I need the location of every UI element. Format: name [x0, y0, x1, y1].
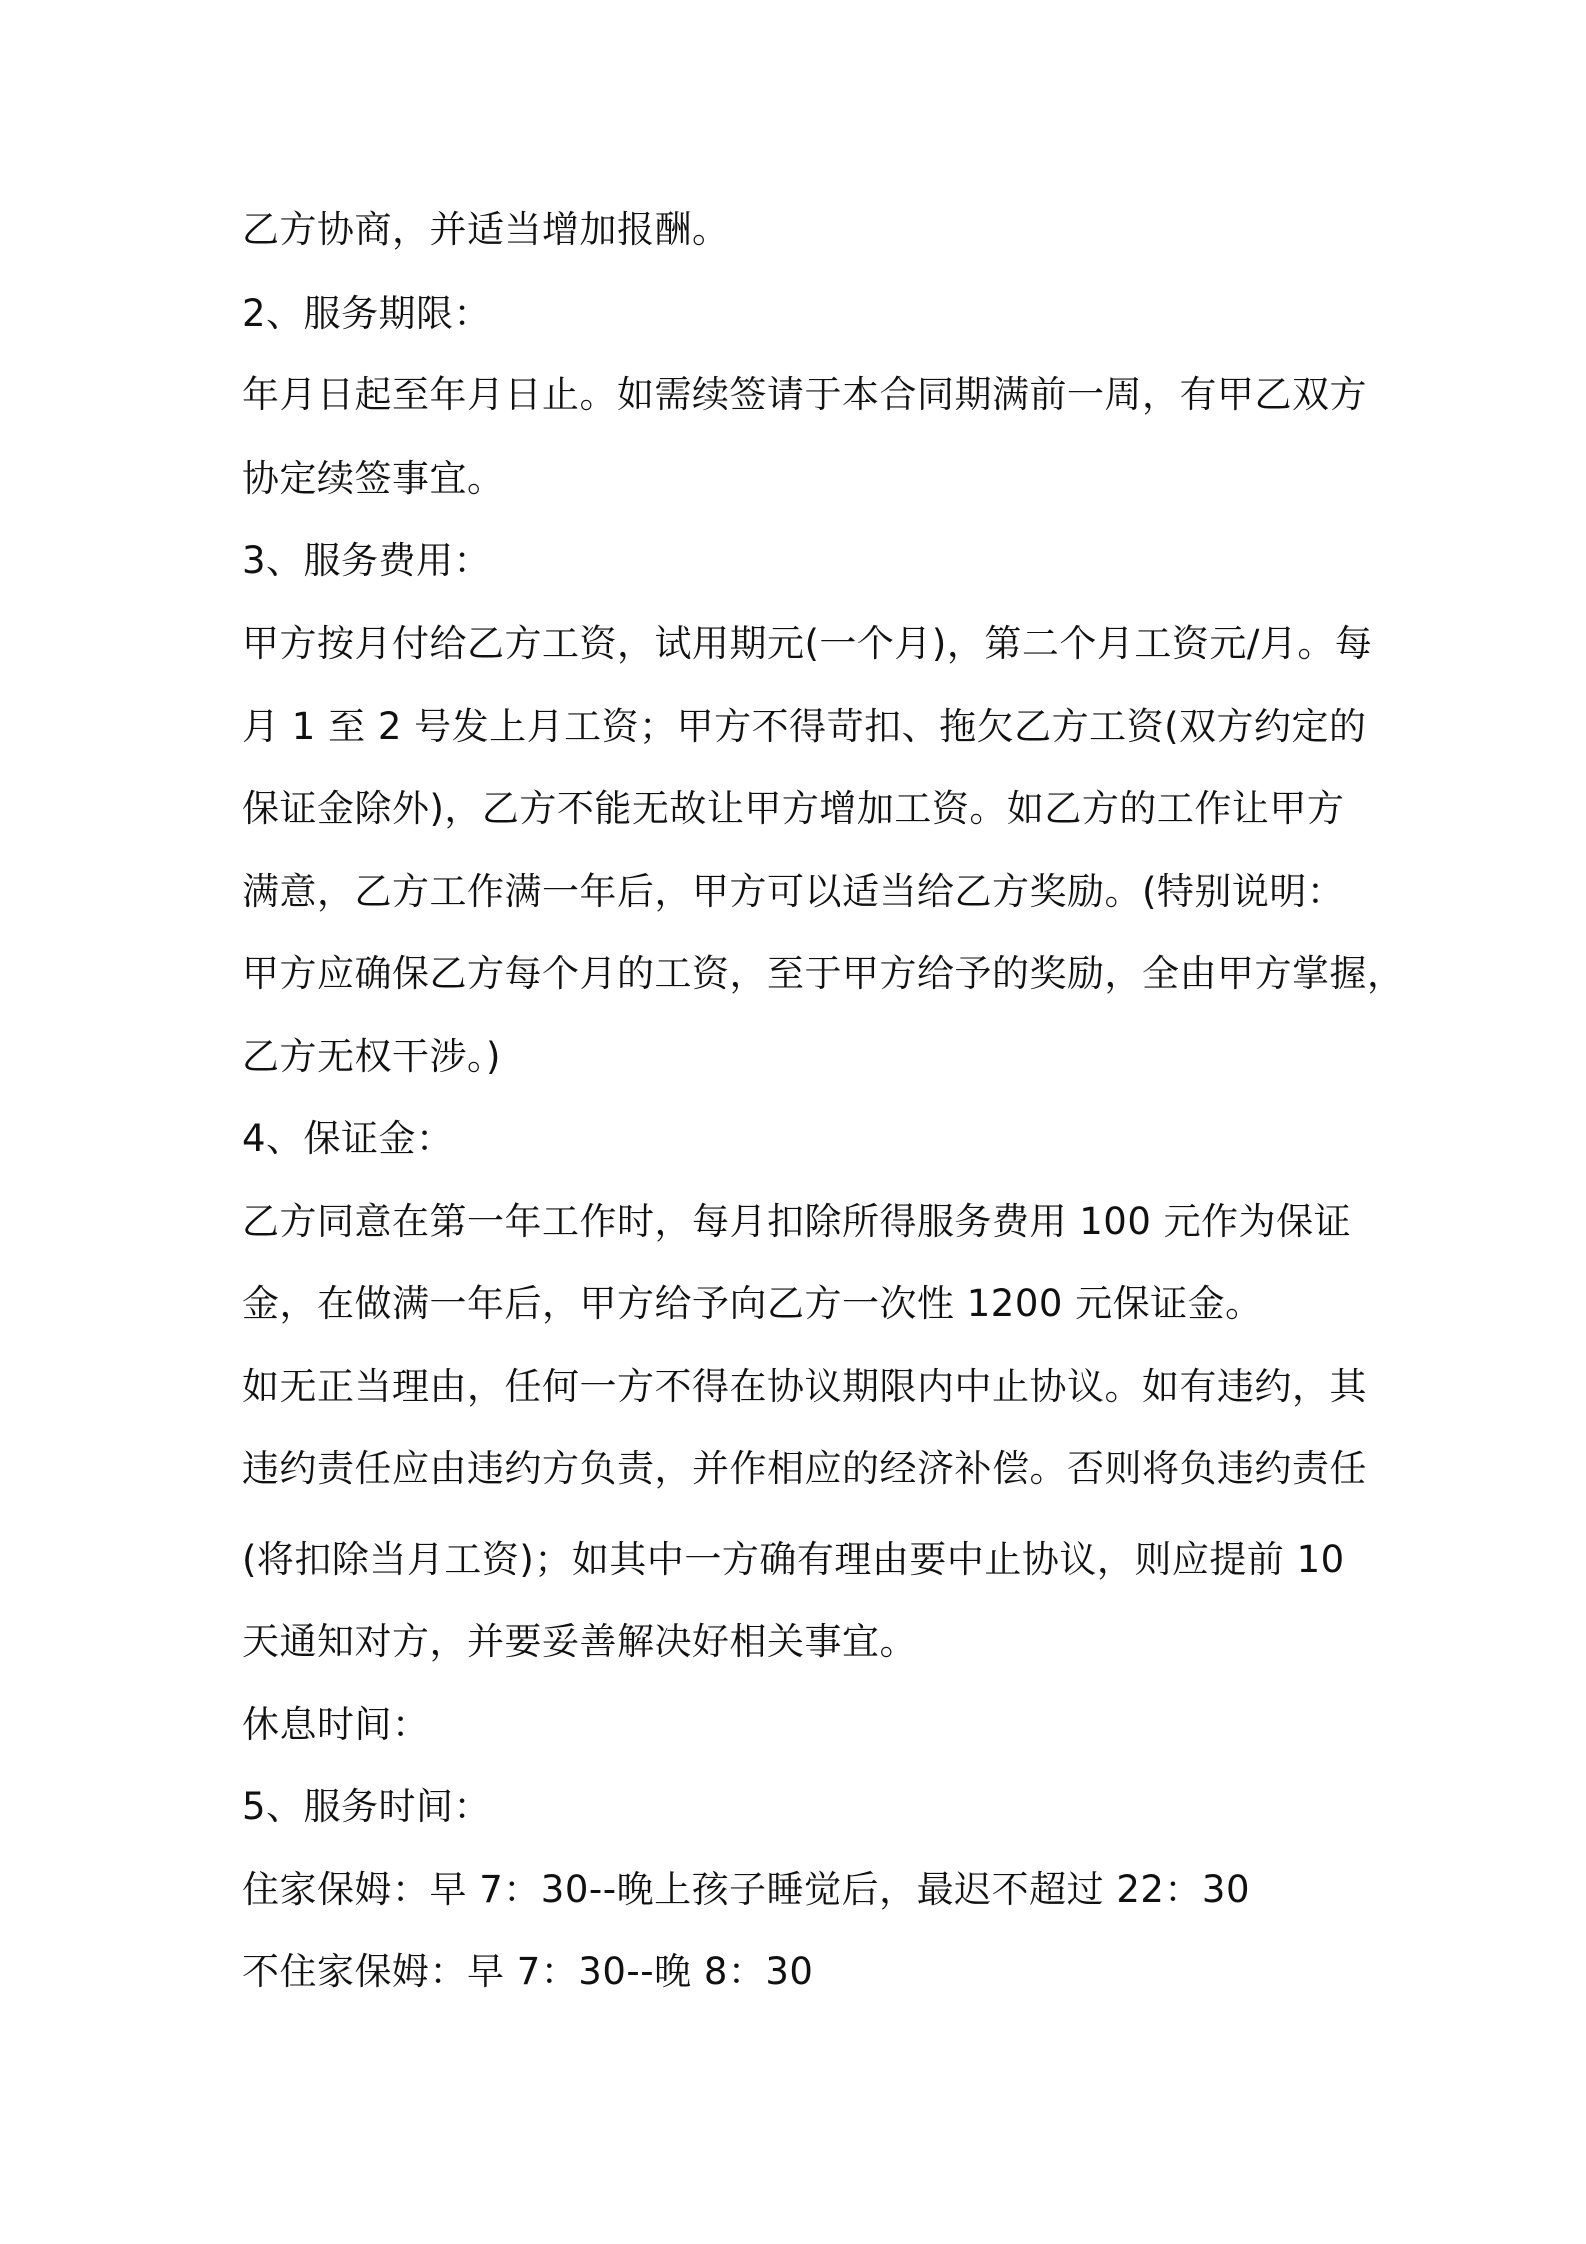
paragraph-line: 金，在做满一年后，甲方给予向乙方一次性 1200 元保证金。 — [242, 1282, 1263, 1325]
paragraph-line: (将扣除当月工资)；如其中一方确有理由要中止协议，则应提前 10 — [242, 1538, 1345, 1581]
paragraph-line: 协定续签事宜。 — [242, 457, 505, 500]
paragraph-line: 年月日起至年月日止。如需续签请于本合同期满前一周，有甲乙双方 — [242, 373, 1367, 416]
paragraph-line: 乙方协商，并适当增加报酬。 — [242, 208, 730, 251]
section-heading-service-time: 5、服务时间： — [242, 1785, 492, 1828]
paragraph-line: 住家保姆：早 7：30--晚上孩子睡觉后，最迟不超过 22：30 — [242, 1868, 1251, 1911]
paragraph-line: 如无正当理由，任何一方不得在协议期限内中止协议。如有违约，其 — [242, 1365, 1367, 1408]
paragraph-line: 乙方同意在第一年工作时，每月扣除所得服务费用 100 元作为保证 — [242, 1200, 1352, 1243]
section-heading-service-fee: 3、服务费用： — [242, 539, 492, 582]
paragraph-line: 满意，乙方工作满一年后，甲方可以适当给乙方奖励。(特别说明： — [242, 870, 1345, 913]
paragraph-line: 甲方应确保乙方每个月的工资，至于甲方给予的奖励，全由甲方掌握， — [242, 952, 1405, 995]
paragraph-line: 保证金除外)，乙方不能无故让甲方增加工资。如乙方的工作让甲方 — [242, 787, 1345, 830]
section-heading-deposit: 4、保证金： — [242, 1117, 454, 1160]
paragraph-line: 不住家保姆：早 7：30--晚 8：30 — [242, 1950, 814, 1993]
paragraph-line: 违约责任应由违约方负责，并作相应的经济补偿。否则将负违约责任 — [242, 1447, 1367, 1490]
paragraph-line: 乙方无权干涉。) — [242, 1035, 501, 1078]
paragraph-line: 甲方按月付给乙方工资，试用期元(一个月)，第二个月工资元/月。每 — [242, 622, 1373, 665]
paragraph-line: 天通知对方，并要妥善解决好相关事宜。 — [242, 1620, 917, 1663]
section-heading-service-period: 2、服务期限： — [242, 292, 492, 335]
paragraph-line: 月 1 至 2 号发上月工资；甲方不得苛扣、拖欠乙方工资(双方约定的 — [242, 705, 1367, 748]
section-heading-rest-time: 休息时间： — [242, 1703, 430, 1746]
